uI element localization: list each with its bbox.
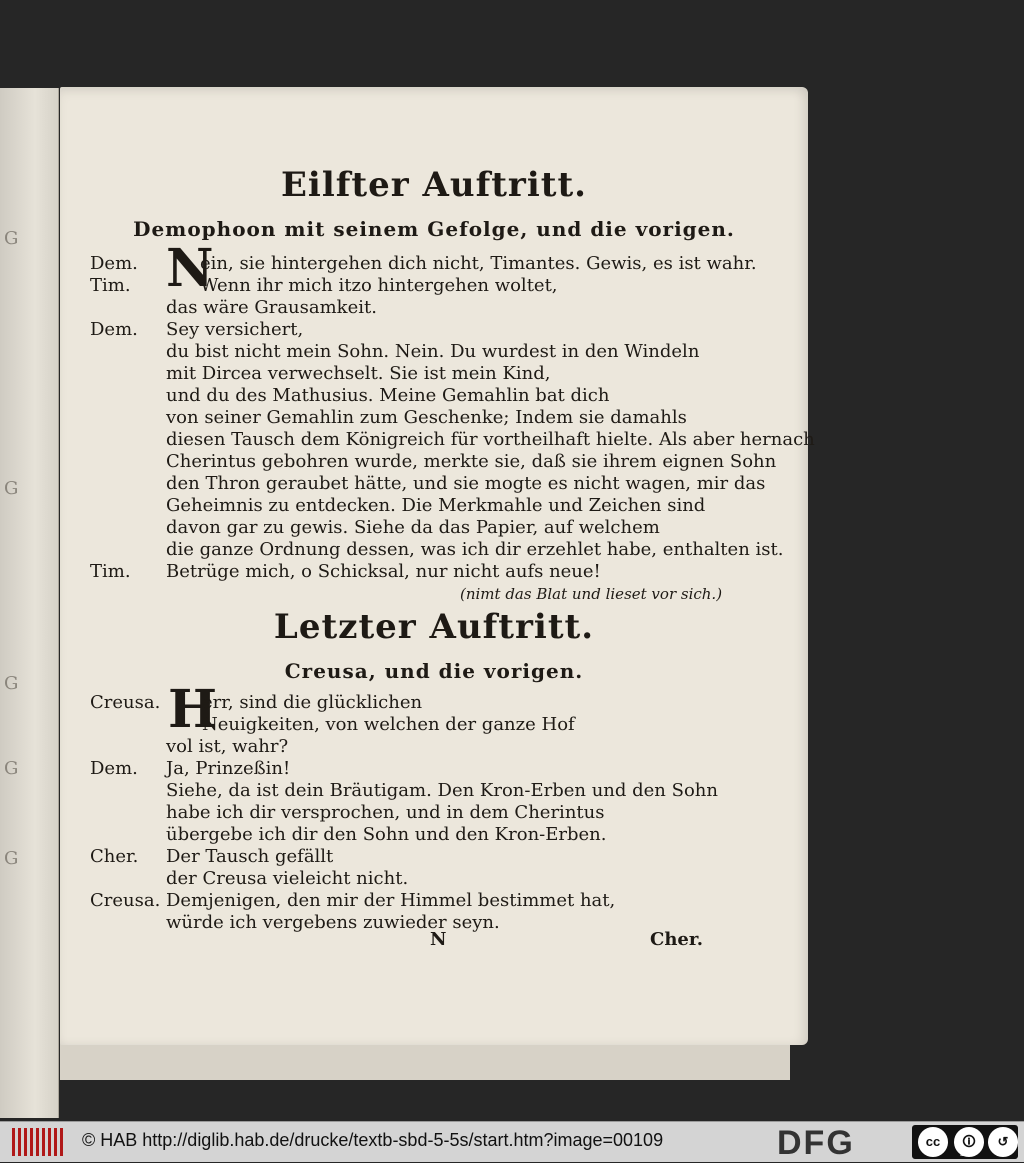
text-line: der Creusa vieleicht nicht.: [166, 868, 409, 889]
text-line: Betrüge mich, o Schicksal, nur nicht aufs neue!: [166, 561, 601, 582]
catchword: Cher.: [650, 929, 703, 950]
dialogue-row: [60, 516, 808, 540]
text-line: würde ich vergebens zuwieder seyn.: [166, 912, 500, 933]
cc-license-badge[interactable]: [912, 1125, 1018, 1159]
text-line: die ganze Ordnung dessen, was ich dir erzehlet habe, enthalten ist.: [166, 539, 784, 560]
book-page: [60, 87, 815, 1045]
dialogue-row: [60, 384, 808, 408]
text-line: vol ist, wahr?: [166, 736, 289, 757]
facing-page-fragment: G: [4, 228, 19, 249]
dialogue-row: [60, 801, 808, 825]
dialogue-row: [60, 779, 808, 803]
text-line: das wäre Grausamkeit.: [166, 297, 377, 318]
dialogue-row: [60, 318, 808, 342]
dialogue-row: [60, 274, 808, 298]
text-line: du bist nicht mein Sohn. Nein. Du wurdest in den Windeln: [166, 341, 700, 362]
facing-page-edge: [0, 88, 59, 1118]
dialogue-row: [60, 757, 808, 781]
scene-subtitle: Demophoon mit seinem Gefolge, und die vorigen.: [133, 217, 735, 241]
dfg-logo[interactable]: DFG: [777, 1124, 855, 1162]
text-line: err, sind die glücklichen: [202, 692, 423, 713]
dialogue-row: [60, 845, 808, 869]
cc-icon: cc: [918, 1127, 948, 1157]
dialogue-row: [60, 560, 808, 584]
dialogue-row: [60, 428, 815, 452]
by-icon: 🛈: [954, 1127, 984, 1157]
dialogue-row: [60, 472, 808, 496]
text-line: Cherintus gebohren wurde, merkte sie, daß sie ihrem eignen Sohn: [166, 451, 777, 472]
dialogue-row: [60, 538, 808, 562]
text-line: Sey versichert,: [166, 319, 304, 340]
speaker-label: Dem.: [90, 319, 138, 340]
speaker-label: Creusa.: [90, 692, 161, 713]
page-stack-shadow: [60, 1040, 790, 1080]
text-line: Demjenigen, den mir der Himmel bestimmet hat,: [166, 890, 616, 911]
dialogue-row: [60, 296, 808, 320]
facing-page-fragment: G: [4, 848, 19, 869]
dialogue-row: [60, 713, 808, 737]
drop-cap: N: [166, 238, 214, 299]
text-line: habe ich dir versprochen, und in dem Cherintus: [166, 802, 605, 823]
facing-page-fragment: G: [4, 758, 19, 779]
dialogue-row: [60, 889, 808, 913]
speaker-label: Tim.: [90, 275, 131, 296]
copyright-link[interactable]: © HAB http://diglib.hab.de/drucke/textb-sbd-5-5s/start.htm?image=00109: [82, 1130, 664, 1150]
dialogue-row: [60, 406, 808, 430]
text-line: Neuigkeiten, von welchen der ganze Hof: [202, 714, 575, 735]
text-line: Siehe, da ist dein Bräutigam. Den Kron-Erben und den Sohn: [166, 780, 718, 801]
text-line: und du des Mathusius. Meine Gemahlin bat dich: [166, 385, 610, 406]
facing-page-fragment: G: [4, 673, 19, 694]
text-line: übergebe ich dir den Sohn und den Kron-Erben.: [166, 824, 607, 845]
viewer-footer: [0, 1121, 1024, 1162]
sa-icon: ↺: [988, 1127, 1018, 1157]
text-line: diesen Tausch dem Königreich für vortheilhaft hielte. Als aber hernach: [166, 429, 815, 450]
drop-cap: H: [168, 679, 218, 740]
text-line: mit Dircea verwechselt. Sie ist mein Kind,: [166, 363, 551, 384]
dialogue-row: [60, 735, 808, 759]
text-line: von seiner Gemahlin zum Geschenke; Indem sie damahls: [166, 407, 687, 428]
stage-direction: (nimt das Blat und lieset vor sich.): [460, 585, 723, 603]
text-line: ein, sie hintergehen dich nicht, Timantes. Gewis, es ist wahr.: [200, 253, 757, 274]
text-line: den Thron geraubet hätte, und sie mogte es nicht wagen, mir das: [166, 473, 766, 494]
text-line: Wenn ihr mich itzo hintergehen woltet,: [200, 275, 558, 296]
text-line: Geheimnis zu entdecken. Die Merkmahle und Zeichen sind: [166, 495, 706, 516]
text-line: davon gar zu gewis. Siehe da das Papier, auf welchem: [166, 517, 660, 538]
speaker-label: Cher.: [90, 846, 139, 867]
barcode-icon: [12, 1128, 64, 1156]
by-label: BY: [960, 1151, 970, 1158]
dialogue-row: [60, 340, 808, 364]
dialogue-row: [60, 494, 808, 518]
speaker-label: Dem.: [90, 253, 138, 274]
speaker-label: Creusa.: [90, 890, 161, 911]
scene-subtitle: Creusa, und die vorigen.: [284, 659, 584, 683]
speaker-label: Tim.: [90, 561, 131, 582]
dialogue-row: [60, 867, 808, 891]
text-line: Der Tausch gefällt: [166, 846, 334, 867]
dialogue-row: [60, 362, 808, 386]
text-line: Ja, Prinzeßin!: [166, 758, 291, 779]
scene-title: Eilfter Auftritt.: [281, 165, 587, 205]
signature-mark: N: [430, 929, 447, 950]
scene-title: Letzter Auftritt.: [273, 607, 595, 647]
dialogue-row: [60, 823, 808, 847]
speaker-label: Dem.: [90, 758, 138, 779]
facing-page-fragment: G: [4, 478, 19, 499]
sa-label: SA: [996, 1151, 1006, 1158]
dialogue-row: [60, 450, 808, 474]
